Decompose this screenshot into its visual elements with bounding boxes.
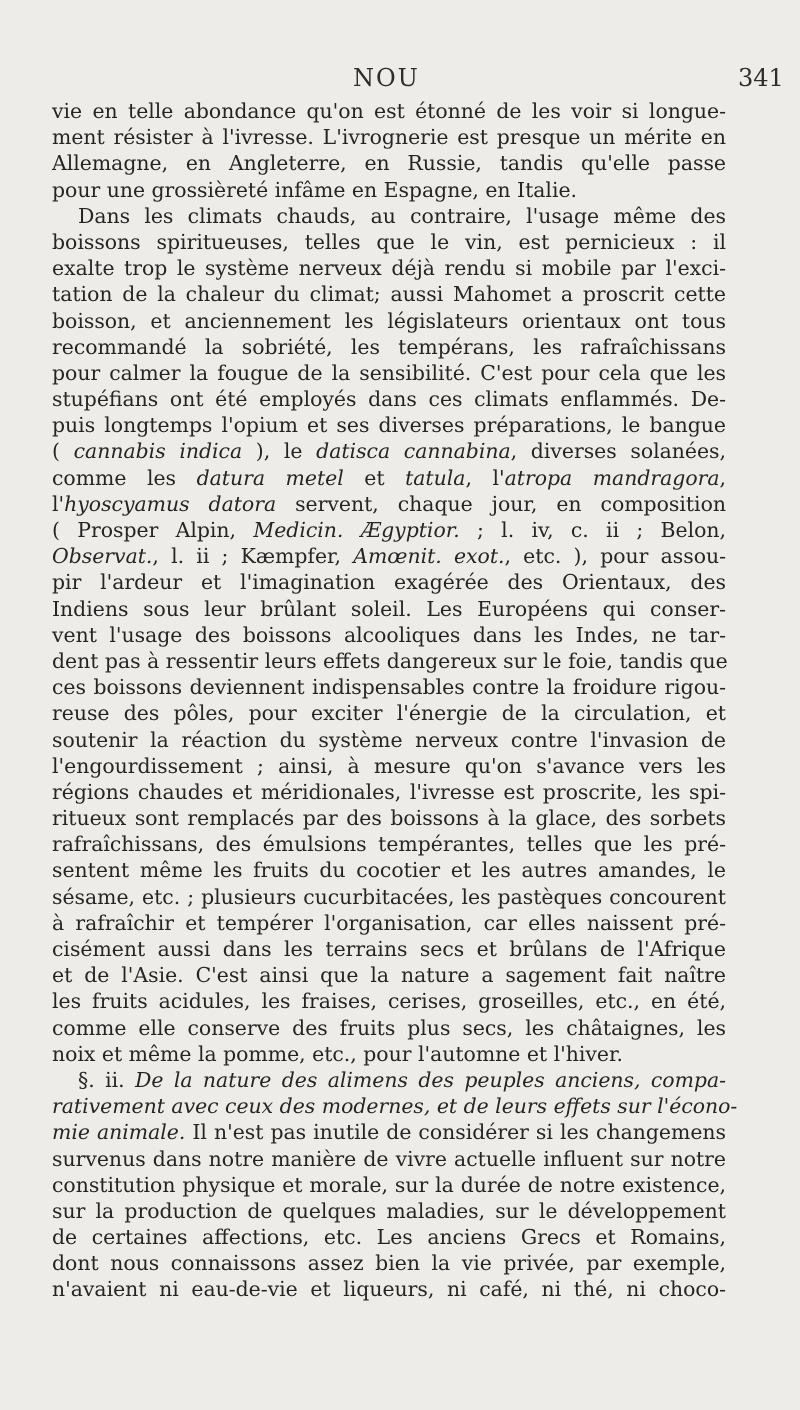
text-segment: ( <box>52 439 74 464</box>
text-line <box>52 1198 726 1224</box>
text-line <box>52 805 726 831</box>
text-segment: , l. ii ; Kæmpfer, <box>152 544 354 569</box>
text-line <box>52 1276 726 1302</box>
text-line <box>52 517 726 543</box>
italic-text: Medicin. Ægyptior. <box>253 518 460 542</box>
page-header <box>0 62 800 102</box>
text-line <box>52 910 726 936</box>
text-line <box>52 281 726 307</box>
text-line <box>52 308 726 334</box>
text-segment: n'avaient ni eau-de-vie et liqueurs, ni café, ni thé, ni choco- <box>52 1277 726 1302</box>
italic-text: hyoscyamus datora <box>64 491 277 516</box>
text-line <box>52 988 726 1014</box>
text-segment: reuse des pôles, pour exciter l'énergie de la circulation, et <box>52 701 726 726</box>
text-line <box>52 1067 726 1093</box>
text-segment: tation de la chaleur du climat; aussi Mahomet a proscrit cette <box>52 282 726 307</box>
text-line <box>52 150 726 176</box>
text-line <box>52 98 726 124</box>
text-line <box>52 884 726 910</box>
text-segment: ; l. iv, c. ii ; Belon, <box>459 518 727 542</box>
text-line <box>52 1146 726 1172</box>
text-segment: ces boissons deviennent indispensables contre la froidure rigou- <box>52 675 726 700</box>
text-segment: dont nous connaissons assez bien la vie privée, par exemple, <box>52 1251 726 1276</box>
text-segment: sentent même les fruits du cocotier et les autres amandes, le <box>52 858 726 883</box>
text-line <box>52 1015 726 1041</box>
text-segment: ( Prosper Alpin, <box>52 518 254 542</box>
text-line <box>52 962 726 988</box>
text-segment: ment résister à l'ivresse. L'ivrognerie est presque un mérite en <box>52 125 726 150</box>
italic-text: Observat. <box>52 544 153 569</box>
text-segment: survenus dans notre manière de vivre actuelle influent sur notre <box>52 1146 726 1171</box>
text-line <box>52 622 726 648</box>
text-segment: de certaines affections, etc. Les anciens Grecs et Romains, <box>52 1225 726 1250</box>
text-line <box>52 1119 726 1145</box>
italic-text: atropa mandragora <box>504 465 720 490</box>
text-segment: pour calmer la fougue de la sensibilité. C'est pour cela que les <box>52 360 726 385</box>
italic-text: datisca cannabina <box>316 439 511 464</box>
text-line <box>52 1041 726 1067</box>
text-line <box>52 255 726 281</box>
text-line <box>52 831 726 857</box>
text-segment: , diverses solanées, <box>510 439 726 464</box>
italic-text: tatula <box>405 465 466 490</box>
text-line <box>52 753 726 779</box>
text-segment: comme les <box>52 465 197 490</box>
text-segment: sur la production de quelques maladies, sur le développement <box>52 1198 726 1223</box>
italic-text: Amœnit. exot. <box>353 544 505 569</box>
text-segment: constitution physique et morale, sur la durée de notre existence, <box>52 1172 726 1197</box>
italic-text: cannabis indica <box>73 439 243 464</box>
text-line <box>52 543 726 569</box>
text-segment: servent, chaque jour, en composition <box>276 491 726 516</box>
text-line <box>52 412 726 438</box>
text-segment: Allemagne, en Angleterre, en Russie, tandis qu'elle passe <box>52 151 726 176</box>
text-segment: boissons spiritueuses, telles que le vin, est pernicieux : il <box>52 229 726 254</box>
text-line <box>52 569 726 595</box>
text-segment: l' <box>52 491 65 516</box>
text-segment: à rafraîchir et tempérer l'organisation, car elles naissent pré- <box>52 910 726 935</box>
text-segment: vie en telle abondance qu'on est étonné de les voir si longue- <box>52 99 726 123</box>
text-line <box>52 727 726 753</box>
text-segment: et de l'Asie. C'est ainsi que la nature a sagement fait naître <box>52 963 726 988</box>
text-line <box>52 334 726 360</box>
text-segment: comme elle conserve des fruits plus secs, les châtaignes, les <box>52 1015 726 1040</box>
text-segment: ritueux sont remplacés par des boissons à la glace, des sorbets <box>52 806 726 831</box>
text-segment: Il n'est pas inutile de considérer si les changemens <box>185 1120 726 1145</box>
text-segment: dent pas à ressentir leurs effets dangereux sur le foie, tandis que <box>52 648 728 673</box>
text-line <box>52 674 726 700</box>
text-segment: vent l'usage des boissons alcooliques dans les Indes, ne tar- <box>52 622 726 647</box>
text-segment: exalte trop le système nerveux déjà rendu si mobile par l'exci- <box>52 256 726 281</box>
text-segment: régions chaudes et méridionales, l'ivresse est proscrite, les spi- <box>52 779 726 804</box>
text-segment: recommandé la sobriété, les tempérans, les rafraîchissans <box>52 334 726 359</box>
page-number: 341 <box>738 64 784 92</box>
text-segment: Dans les climats chauds, au contraire, l'usage même des <box>78 203 726 228</box>
text-line <box>52 203 726 229</box>
italic-text: rativement avec ceux des modernes, et de leurs effets sur l'écono- <box>52 1094 738 1119</box>
text-segment: soutenir la réaction du système nerveux contre l'invasion de <box>52 727 726 752</box>
text-segment: et <box>343 465 406 490</box>
text-segment: puis longtemps l'opium et ses diverses préparations, le bangue <box>52 413 726 438</box>
text-segment: pour une grossièreté infâme en Espagne, en Italie. <box>52 177 578 202</box>
text-segment: sésame, etc. ; plusieurs cucurbitacées, les pastèques concourent <box>52 884 726 909</box>
italic-text: De la nature des alimens des peuples anciens, compa- <box>135 1067 726 1092</box>
text-line <box>52 438 726 464</box>
text-line <box>52 779 726 805</box>
text-line <box>52 360 726 386</box>
running-head: NOU <box>353 64 420 92</box>
text-segment: noix et même la pomme, etc., pour l'automne et l'hiver. <box>52 1041 623 1066</box>
text-line <box>52 1172 726 1198</box>
text-segment: Indiens sous leur brûlant soleil. Les Européens qui conser- <box>52 596 726 621</box>
text-line <box>52 229 726 255</box>
text-line <box>52 177 726 203</box>
text-segment: rafraîchissans, des émulsions tempérantes, telles que les pré- <box>52 832 726 857</box>
text-segment: stupéfians ont été employés dans ces climats enflammés. De- <box>52 387 726 412</box>
text-segment: §. ii. <box>78 1067 136 1092</box>
text-segment: les fruits acidules, les fraises, cerises, groseilles, etc., en été, <box>52 989 726 1014</box>
italic-text: mie animale. <box>52 1120 186 1145</box>
text-segment: , l' <box>465 465 505 490</box>
text-line <box>52 1224 726 1250</box>
text-line <box>52 857 726 883</box>
text-line <box>52 491 726 517</box>
text-segment: cisément aussi dans les terrains secs et brûlans de l'Afrique <box>52 937 726 961</box>
text-segment: l'engourdissement ; ainsi, à mesure qu'on s'avance vers les <box>52 753 726 778</box>
text-line <box>52 596 726 622</box>
text-segment: boisson, et anciennement les législateurs orientaux ont tous <box>52 308 726 333</box>
text-line <box>52 1250 726 1276</box>
text-line <box>52 124 726 150</box>
text-line <box>52 648 726 674</box>
italic-text: datura metel <box>196 465 344 490</box>
text-line <box>52 1093 738 1119</box>
text-line <box>52 936 726 962</box>
text-segment: , etc. ), pour assou- <box>504 544 726 569</box>
text-segment: ), le <box>242 439 317 464</box>
text-line <box>52 465 726 491</box>
page-body-text <box>52 98 738 1303</box>
text-line <box>52 386 726 412</box>
text-segment: , <box>719 465 727 490</box>
text-line <box>52 700 726 726</box>
text-segment: pir l'ardeur et l'imagination exagérée des Orientaux, des <box>52 570 726 595</box>
